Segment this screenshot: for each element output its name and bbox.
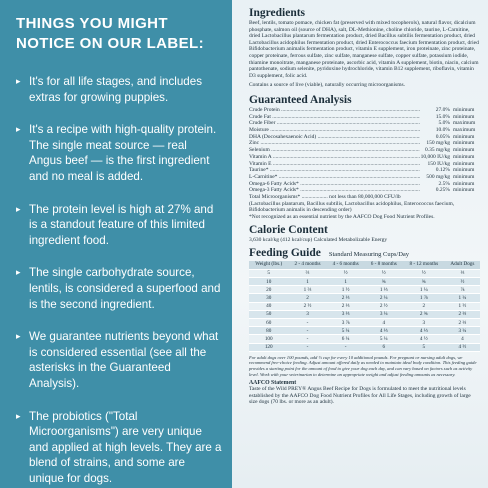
ingredients-text: Beef, lentils, tomato pomace, chicken fat (preserved with mixed tocopherols), natural flavor, dicalcium phosphate, salmon oil (source of DHA), salt, DL-Methionine, choline chloride, taurine, L-Carnitine, dried Lactobacillus plantarum fermentation product, dried Bacillus subtilis fermentation product, dried Lactobacillus acidophilus fermentation product, dried Enterococcus faecium fermentation product, dried Bifidobacterium animalis fermentation product, vitamin E supplement, iron proteinate, zinc proteinate, copper proteinate, ferrous sulfate, zinc sulfate, manganese sulfate, copper sulfate, potassium iodide, thiamine monoitrate, manganese proteinate, ascorbic acid, vitamin A supplement, biotin, niacin, calcium pantothenate, sodium selenite, pyridoxine hydrochloride, vitamin B12 supplement, riboflavin, vitamin D3 supplement, folic acid. [249,20,479,79]
analysis-label: DHA (Docosahexaenoic Acid) ..... [249,134,420,141]
table-cell: 3 [403,318,445,326]
analysis-unit: minimum [453,106,475,113]
feeding-guide-heading: Feeding Guide [249,247,321,260]
feeding-column-header: 8 - 12 months [403,261,445,269]
analysis-unit: minimum [453,167,475,174]
table-cell: 2 ⅓ [327,294,365,302]
analysis-unit: minimum [453,133,475,140]
analysis-row [249,167,480,174]
analysis-row [249,120,480,127]
table-cell: 3 [288,310,326,318]
table-cell: 1 ¼ [445,294,480,302]
analysis-label: Selenium ..... [249,147,420,154]
table-cell: 3 ¼ [445,327,480,335]
table-cell: 2 ½ [288,302,326,310]
microorganism-note: Contains a source of live (viable), naturally occurring microorganisms. [249,82,405,89]
table-cell: 2 [288,294,326,302]
feeding-fine-print: For adult dogs over 100 pounds, add ⅓ cup for every 10 additional pounds. For pregnant or nursing adult dogs, we recommend free-choice feeding. Adjust amount offered daily as needed to maintain ideal body condition. This feeding guide provides a starting point for the amount of food to give your dog each day, and can vary based on factors such as activity level. Work with your veterinarian to determine an appropriate weight and adjust feeding amounts as necessary. [249,354,477,377]
table-cell: 5 [403,343,445,351]
analysis-unit: minimum [453,113,475,120]
analysis-row [249,187,480,194]
microorganisms-detail: (Lactobacillus plantarum, Bacillus subtilis, Lactobacillus acidophilus, Enterococcus faecium, Bifidobacterium animalis in descending order) [249,200,455,214]
table-cell: 120 [249,343,288,351]
aafco-text: Taste of the Wild PREY® Angus Beef Recipe for Dogs is formulated to meet the nutritional levels established by the AAFCO Dog Food Nutrient Profiles for All Life Stages, including growth of large size dogs (70 lbs. or more as an adult). [249,386,471,406]
analysis-label: Omega-6 Fatty Acids* ..... [249,181,420,188]
analysis-unit: minimum [453,160,475,167]
analysis-value: 0.12% [435,167,450,174]
left-title [16,14,222,54]
feeding-table-header [249,261,480,269]
table-cell: 80 [249,327,288,335]
analysis-unit: minimum [453,153,475,160]
analysis-value: 5.0% [438,120,450,127]
analysis-row [249,181,480,188]
analysis-value: 150 IU/kg [427,160,450,167]
bullet-arrow-icon: ▸ [16,267,21,278]
ingredients-heading: Ingredients [249,7,306,19]
table-cell: 1 ⅓ [365,286,403,294]
table-row [249,278,480,286]
feeding-guide-subheading: Standard Measuring Cups/Day [328,251,410,259]
table-cell: 1 ½ [445,302,480,310]
table-cell: 4 [445,335,480,343]
feeding-table [249,261,480,352]
table-cell: 20 [249,286,288,294]
table-cell: 4 ½ [403,335,445,343]
table-cell: ½ [365,269,403,277]
table-row [249,343,480,351]
analysis-row [249,114,480,121]
analysis-label: Crude Fat ..... [249,114,420,121]
table-cell: 2 ⅓ [327,302,365,310]
table-cell: 4 ⅓ [365,327,403,335]
analysis-label: L-Carnitine* ..... [249,174,420,181]
analysis-value: 15.0% [435,113,450,120]
analysis-label: Vitamin E ..... [249,161,420,168]
bullet-text: It's a recipe with high-quality protein. The single meat source — real Angus beef — is the first ingredient and no meal is added. [29,123,217,183]
table-cell: 2 ¼ [365,294,403,302]
bullet-text: The protein level is high at 27% and is a standout feature of this limited ingredient food. [29,202,214,247]
bullet-arrow-icon: ▸ [16,124,21,135]
table-cell: ⅔ [288,269,326,277]
table-cell: 30 [249,294,288,302]
table-cell: 1 ⅞ [403,294,445,302]
table-cell: 6 ¼ [327,335,365,343]
table-cell: 2 [403,302,445,310]
table-cell: ½ [327,269,365,277]
bullet-list [16,74,222,486]
analysis-value: 2.5% [438,180,450,187]
table-cell: 40 [249,302,288,310]
analysis-row [249,134,480,141]
list-item [16,265,222,312]
table-cell: 100 [249,335,288,343]
guaranteed-analysis-heading: Guaranteed Analysis [249,93,352,106]
table-cell: ¾ [403,278,445,286]
analysis-row [249,174,480,181]
table-cell: 1 ⅔ [288,286,326,294]
label-panel [232,0,488,488]
table-cell: - [327,343,365,351]
list-item [16,74,222,105]
analysis-row [249,140,480,147]
table-row [249,294,480,302]
analysis-value: 500 mg/kg [426,173,450,180]
analysis-unit: minimum [453,140,475,147]
bullet-arrow-icon: ▸ [16,76,21,86]
analysis-footnote: *Not recognized as an essential nutrient by the AAFCO Dog Food Nutrient Profiles. [249,213,435,220]
table-cell: 2 ⅓ [445,318,480,326]
bullet-text: The single carbohydrate source, lentils, is considered a superfood and is the second ingredient. [29,266,221,311]
table-row [249,286,480,294]
analysis-row [249,161,480,168]
analysis-label: Zinc ..... [249,140,420,147]
table-row [249,302,480,310]
analysis-row [249,154,480,161]
analysis-label: Crude Protein ..... [249,107,420,114]
feeding-column-header: 4 - 6 months [327,261,365,269]
list-item [16,202,222,249]
analysis-value: 27.0% [435,106,450,113]
table-cell: 1 ½ [327,286,365,294]
table-cell: ½ [445,278,480,286]
analysis-unit: maximum [453,127,476,134]
bullet-text: We guarantee nutrients beyond what is considered essential (see all the asterisks in the Guaranteed Analysis). [29,330,219,390]
table-cell: ⅞ [445,286,480,294]
analysis-value: 0.05% [435,133,450,140]
table-cell: 60 [249,318,288,326]
table-cell: ¾ [365,278,403,286]
table-cell: 1 ¼ [403,286,445,294]
analysis-value: 0.25% [435,187,450,194]
analysis-label: Crude Fiber ..... [249,120,420,127]
bullet-arrow-icon: ▸ [16,203,21,214]
table-cell: - [288,327,326,335]
aafco-heading: AAFCO Statement [249,380,297,387]
analysis-unit: minimum [453,187,475,194]
feeding-column-header: Weight (lbs.) [249,261,288,269]
feeding-column-header: 2 - 4 months [288,261,326,269]
bullet-text: It's for all life stages, and includes extras for growing puppies. [29,75,202,104]
table-row [249,310,480,318]
analysis-value: 10,000 IU/kg [420,153,450,160]
analysis-row [249,127,480,134]
bullet-text: The probiotics ("Total Microorganisms") are very unique and applied at high levels. They are a blend of strains, and some are unique for dogs. [29,409,222,485]
table-cell: 2 ⅓ [445,310,480,318]
table-cell: 3 ⅓ [327,310,365,318]
table-cell: 5 ¼ [365,335,403,343]
analysis-label: Vitamin A ..... [249,154,420,161]
analysis-unit: maximum [453,120,476,127]
analysis-row [249,147,480,154]
analysis-label: Omega-3 Fatty Acids* ..... [249,187,420,194]
bullet-arrow-icon: ▸ [16,410,21,421]
analysis-value: 150 mg/kg [426,140,450,147]
list-item [16,409,222,487]
title-line-1: THINGS YOU MIGHT [16,15,168,32]
table-cell: 1 [327,278,365,286]
table-row [249,269,480,277]
table-cell: - [288,335,326,343]
table-cell: 2 ½ [365,302,403,310]
table-cell: 5 [249,269,288,277]
table-cell: - [288,318,326,326]
analysis-value: 0.35 mg/kg [424,147,450,154]
table-cell: 10 [249,278,288,286]
bullet-arrow-icon: ▸ [16,331,21,342]
table-cell: 4 ⅓ [403,327,445,335]
table-cell: 2 ¾ [403,310,445,318]
list-item [16,122,222,184]
analysis-label: Taurine* ..... [249,167,420,174]
analysis-unit: minimum [453,180,475,187]
feeding-column-header: 6 - 8 months [365,261,403,269]
analysis-unit: minimum [453,147,475,154]
analysis-label: Moisture ..... [249,127,420,134]
feeding-table-body [249,269,480,351]
table-cell: 3 ¼ [365,310,403,318]
feeding-column-header: Adult Dogs [445,261,480,269]
analysis-row [249,107,480,114]
table-row [249,327,480,335]
analysis-value: 10.0% [435,127,450,134]
table-cell: 6 [365,343,403,351]
calorie-text: 3,630 kcal/kg (412 kcal/cup) Calculated Metabolizable Energy [249,237,388,244]
table-cell: 1 [288,278,326,286]
table-cell: 4 [365,318,403,326]
guaranteed-analysis-table [249,107,480,194]
analysis-unit: minimum [453,173,475,180]
list-item [16,329,222,391]
title-line-2: NOTICE ON OUR LABEL: [16,35,204,52]
left-panel [0,0,232,488]
table-cell: 3 ⅞ [327,318,365,326]
table-cell: 4 ½ [445,343,480,351]
table-cell: - [288,343,326,351]
table-cell: 50 [249,310,288,318]
table-row [249,318,480,326]
table-cell: 5 ¼ [327,327,365,335]
calorie-heading: Calorie Content [249,224,328,237]
table-cell: ½ [403,269,445,277]
table-cell: ⅓ [445,269,480,277]
table-row [249,335,480,343]
microorganisms-line: Total Microorganisms* ................... not less than 80,000,000 CFU/lb [249,194,401,201]
feeding-guide-header [249,247,480,259]
